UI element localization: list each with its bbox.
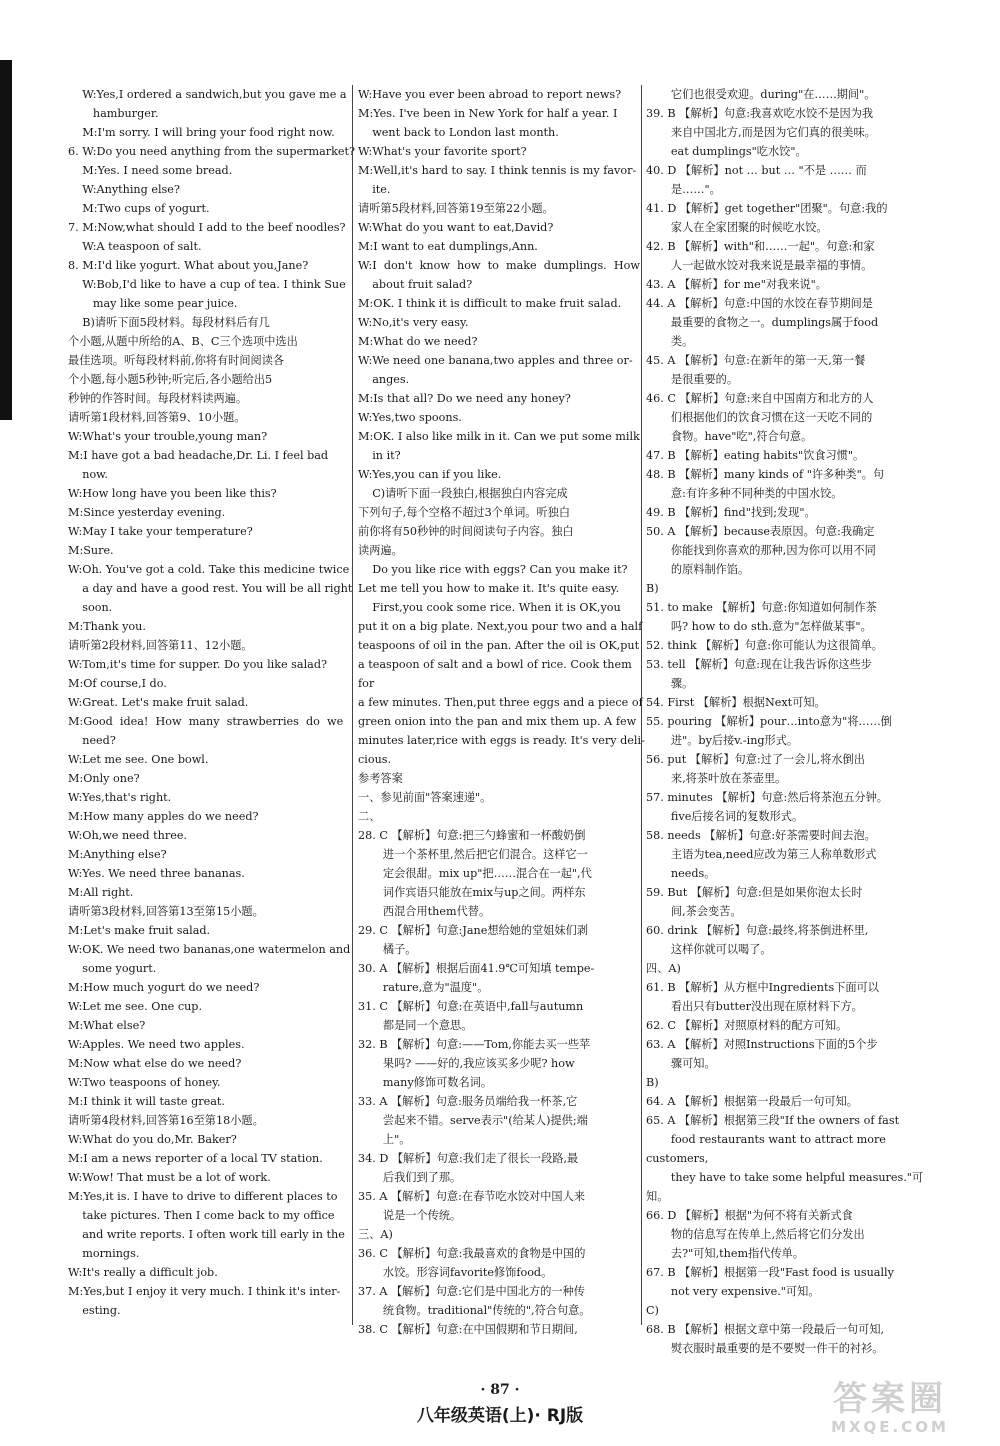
text-line: W:Tom,it's time for supper. Do you like salad? (68, 658, 328, 671)
text-line: 31. C 【解析】句意:在英语中,fall与autumn (358, 1000, 584, 1013)
text-line: 68. B 【解析】根据文章中第一段最后一句可知, (646, 1323, 885, 1336)
text-line: M:Yes,but I enjoy it very much. I think it's inter- (68, 1285, 341, 1298)
text-line: 是很重要的。 (646, 373, 739, 386)
text-line: M:I want to eat dumplings,Ann. (358, 240, 538, 253)
text-line: in it? (358, 449, 401, 462)
text-line: 类。 (646, 335, 694, 348)
text-line: 35. A 【解析】句意:在春节吃水饺对中国人来 (358, 1190, 585, 1203)
text-line: not very expensive."可知。 (646, 1285, 820, 1298)
text-line: soon. (68, 601, 113, 614)
text-line: W:Bob,I'd like to have a cup of tea. I think Sue (68, 278, 346, 291)
text-line: needs。 (646, 867, 716, 880)
text-column-left (68, 85, 358, 1320)
text-line: anges. (358, 373, 410, 386)
text-line: W:What's your favorite sport? (358, 145, 527, 158)
text-line: food restaurants want to attract more customers, (646, 1133, 890, 1165)
text-line: 7. M:Now,what should I add to the beef noodles? (68, 221, 346, 234)
text-line: W:What do you want to eat,David? (358, 221, 554, 234)
watermark-url: MXQE.COM (831, 1418, 949, 1436)
text-line: C)请听下面一段独白,根据独白内容完成 (358, 487, 568, 500)
text-line: ite. (358, 183, 391, 196)
text-line: 55. pouring 【解析】pour…into意为"将……倒 (646, 715, 892, 728)
text-line: W:Have you ever been abroad to report news? (358, 88, 622, 101)
text-line: 的原料制作馅。 (646, 563, 750, 576)
text-line: W:Let me see. One cup. (68, 1000, 203, 1013)
text-line: 54. First 【解析】根据Next可知。 (646, 696, 826, 709)
text-line: 物的信息写在传单上,然后将它们分发出 (646, 1228, 865, 1241)
text-line: teaspoons of oil in the pan. After the oil is OK,put (358, 639, 640, 652)
text-line: a day and have a good rest. You will be all right (68, 582, 353, 595)
text-line: 是……"。 (646, 183, 721, 196)
text-line: need? (68, 734, 116, 747)
text-line: 看出只有butter没出现在原材料下方。 (646, 1000, 863, 1013)
book-title: 八年级英语(上)· RJ版 (416, 1406, 584, 1426)
text-line: 36. C 【解析】句意:我最喜欢的食物是中国的 (358, 1247, 586, 1260)
text-line: M:I have got a bad headache,Dr. Li. I feel bad (68, 449, 329, 462)
text-line: W:Apples. We need two apples. (68, 1038, 245, 1051)
text-line: 6. W:Do you need anything from the supermarket? (68, 145, 356, 158)
text-line: W:Yes,I ordered a sandwich,but you gave me a (68, 88, 347, 101)
text-line: 67. B 【解析】根据第一段"Fast food is usually (646, 1266, 894, 1279)
text-line: W:I don't know how to make dumplings. How (358, 259, 640, 272)
text-line: 三、A) (358, 1228, 393, 1241)
text-line: M:Now what else do we need? (68, 1057, 242, 1070)
text-line: 秒钟的作答时间。每段材料读两遍。 (68, 392, 248, 405)
text-line: 39. B 【解析】句意:我喜欢吃水饺不是因为我 (646, 107, 874, 120)
text-column-middle (358, 85, 648, 1339)
text-line: 53. tell 【解析】句意:现在让我告诉你这些步 (646, 658, 872, 671)
text-line: 66. D 【解析】根据"为何不将有关新式食 (646, 1209, 853, 1222)
text-line: 57. minutes 【解析】句意:然后将茶泡五分钟。 (646, 791, 888, 804)
site-watermark (792, 1380, 988, 1440)
text-line: W:Yes,two spoons. (358, 411, 462, 424)
text-line: M:Yes. I need some bread. (68, 164, 233, 177)
text-line: 请听第5段材料,回答第19至第22小题。 (358, 202, 554, 215)
text-line: 前你将有50秒钟的时间阅读句子内容。独白 (358, 525, 574, 538)
text-line: 熨衣服时最重要的是不要熨一件干的衬衫。 (646, 1342, 884, 1355)
text-line: 28. C 【解析】句意:把三勺蜂蜜和一杯酸奶倒 (358, 829, 586, 842)
text-line: about fruit salad? (358, 278, 473, 291)
text-line: B)请听下面5段材料。每段材料后有几 (68, 316, 270, 329)
text-line: W:Yes,that's right. (68, 791, 172, 804)
text-line: 去?"可知,them指代传单。 (646, 1247, 805, 1260)
text-line: may like some pear juice. (68, 297, 238, 310)
text-line: 最重要的食物之一。dumplings属于food (646, 316, 879, 329)
text-line: 尝起来不错。serve表示"(给某人)提供;端 (358, 1114, 588, 1127)
text-line: 们根据他们的饮食习惯在这一天吃不同的 (646, 411, 873, 424)
text-line: M:OK. I also like milk in it. Can we put some milk (358, 430, 640, 443)
text-line: 你能找到你喜欢的那种,因为你可以用不同 (646, 544, 876, 557)
text-line: 62. C 【解析】对照原材料的配方可知。 (646, 1019, 848, 1032)
text-line: 请听第1段材料,回答第9、10小题。 (68, 411, 246, 424)
text-line: 定会很甜。mix up"把……混合在一起",代 (358, 867, 592, 880)
text-line: 43. A 【解析】for me"对我来说"。 (646, 278, 827, 291)
text-line: eat dumplings"吃水饺"。 (646, 145, 807, 158)
text-line: First,you cook some rice. When it is OK,you (358, 601, 621, 614)
text-line: 吗? how to do sth.意为"怎样做某事"。 (646, 620, 872, 633)
text-line: W:What do you do,Mr. Baker? (68, 1133, 237, 1146)
text-line: 参考答案 (358, 772, 403, 785)
text-line: put it on a big plate. Next,you pour two and a half (358, 620, 643, 633)
text-line: now. (68, 468, 108, 481)
text-line: 进"。by后接v.-ing形式。 (646, 734, 799, 747)
text-line: M:How much yogurt do we need? (68, 981, 260, 994)
text-line: M:Only one? (68, 772, 140, 785)
text-line: M:What do we need? (358, 335, 478, 348)
text-line: W:Two teaspoons of honey. (68, 1076, 221, 1089)
text-line: M:Since yesterday evening. (68, 506, 226, 519)
text-line: W:We need one banana,two apples and three or- (358, 354, 633, 367)
text-line: M:I am a news reporter of a local TV station. (68, 1152, 323, 1165)
text-line: M:Anything else? (68, 848, 167, 861)
text-line: 63. A 【解析】对照Instructions下面的5个步 (646, 1038, 878, 1051)
text-line: 它们也很受欢迎。during"在……期间"。 (646, 88, 876, 101)
text-line: 59. But 【解析】句意:但是如果你泡太长时 (646, 886, 863, 899)
text-line: 37. A 【解析】句意:它们是中国北方的一种传 (358, 1285, 585, 1298)
text-line: 61. B 【解析】从方框中Ingredients下面可以 (646, 981, 879, 994)
text-line: M:Let's make fruit salad. (68, 924, 211, 937)
text-line: M:All right. (68, 886, 134, 899)
text-line: 主语为tea,need应改为第三人称单数形式 (646, 848, 877, 861)
binding-edge-bar (0, 60, 12, 420)
text-line: 一、参见前面"答案速递"。 (358, 791, 492, 804)
text-line: Do you like rice with eggs? Can you make it? (358, 563, 628, 576)
text-line: 30. A 【解析】根据后面41.9℃可知填 tempe- (358, 962, 595, 975)
text-line: 50. A 【解析】because表原因。句意:我确定 (646, 525, 875, 538)
text-line: W:It's really a difficult job. (68, 1266, 218, 1279)
text-line: rature,意为"温度"。 (358, 981, 489, 994)
text-line: 骤可知。 (646, 1057, 716, 1070)
text-line: 家人在全家团聚的时候吃水饺。 (646, 221, 828, 234)
text-line: W:How long have you been like this? (68, 487, 277, 500)
text-line: M:Thank you. (68, 620, 146, 633)
column-divider (641, 85, 642, 1325)
column-divider (352, 85, 353, 1325)
text-line: 橘子。 (358, 943, 417, 956)
text-line: 29. C 【解析】句意:Jane想给她的堂姐妹们剥 (358, 924, 589, 937)
text-line: 32. B 【解析】句意:——Tom,你能去买一些苹 (358, 1038, 591, 1051)
text-line: W:May I take your temperature? (68, 525, 253, 538)
text-line: minutes later,rice with eggs is ready. It's very deli- (358, 734, 645, 747)
text-line: 60. drink 【解析】句意:最终,将茶倒进杯里, (646, 924, 869, 937)
text-line: W:What's your trouble,young man? (68, 430, 268, 443)
text-line: 骤。 (646, 677, 694, 690)
text-line: C) (646, 1304, 659, 1317)
text-line: M:Well,it's hard to say. I think tennis is my favor- (358, 164, 637, 177)
text-line: M:I'm sorry. I will bring your food right now. (68, 126, 335, 139)
text-line: 52. think 【解析】句意:你可能认为这很简单。 (646, 639, 883, 652)
text-line: 8. M:I'd like yogurt. What about you,Jane? (68, 259, 309, 272)
text-column-right (646, 85, 936, 1358)
text-line: and write reports. I often work till early in the (68, 1228, 345, 1241)
text-line: M:How many apples do we need? (68, 810, 259, 823)
text-line: went back to London last month. (358, 126, 559, 139)
text-line: W:OK. We need two bananas,one watermelon and (68, 943, 351, 956)
text-line: some yogurt. (68, 962, 157, 975)
text-line: 人一起做水饺对我来说是最幸福的事情。 (646, 259, 873, 272)
text-line: M:OK. I think it is difficult to make fruit salad. (358, 297, 622, 310)
text-line: 上"。 (358, 1133, 411, 1146)
text-line: M:I think it will taste great. (68, 1095, 225, 1108)
text-line: M:Yes,it is. I have to drive to different places to (68, 1190, 338, 1203)
text-line: 34. D 【解析】句意:我们走了很长一段路,最 (358, 1152, 579, 1165)
text-line: M:Is that all? Do we need any honey? (358, 392, 571, 405)
text-line: W:Oh. You've got a cold. Take this medicine twice (68, 563, 350, 576)
text-line: 46. C 【解析】句意:来自中国南方和北方的人 (646, 392, 874, 405)
text-line: mornings. (68, 1247, 140, 1260)
text-line: many修饰可数名词。 (358, 1076, 493, 1089)
text-line: 来自中国北方,而是因为它们真的很美味。 (646, 126, 876, 139)
text-line: M:Of course,I do. (68, 677, 167, 690)
text-line: 47. B 【解析】eating habits"饮食习惯"。 (646, 449, 865, 462)
text-line: 这样你就可以喝了。 (646, 943, 772, 956)
text-line: 45. A 【解析】句意:在新年的第一天,第一餐 (646, 354, 866, 367)
text-line: 49. B 【解析】find"找到;发现"。 (646, 506, 816, 519)
text-line: M:Yes. I've been in New York for half a year. I (358, 107, 618, 120)
text-line: B) (646, 1076, 659, 1089)
text-line: W:A teaspoon of salt. (68, 240, 202, 253)
text-line: Let me tell you how to make it. It's quite easy. (358, 582, 620, 595)
text-line: five后接名词的复数形式。 (646, 810, 804, 823)
text-line: M:Good idea! How many strawberries do we (68, 715, 344, 728)
text-line: 水饺。形容词favorite修饰food。 (358, 1266, 553, 1279)
text-line: 个小题,从题中所给的A、B、C三个选项中选出 (68, 335, 298, 348)
text-line: B) (646, 582, 659, 595)
text-line: 西混合用them代替。 (358, 905, 491, 918)
text-line: 词作宾语只能放在mix与up之间。两样东 (358, 886, 586, 899)
text-line: W:Yes,you can if you like. (358, 468, 502, 481)
text-line: 请听第2段材料,回答第11、12小题。 (68, 639, 253, 652)
text-line: W:Oh,we need three. (68, 829, 187, 842)
text-line: 40. D 【解析】not … but … "不是 …… 而 (646, 164, 867, 177)
text-line: 读两遍。 (358, 544, 403, 557)
text-line: 65. A 【解析】根据第三段"If the owners of fast (646, 1114, 900, 1127)
text-line: 33. A 【解析】句意:服务员端给我一杯茶,它 (358, 1095, 578, 1108)
text-line: 下列句子,每个空格不超过3个单词。听独白 (358, 506, 571, 519)
text-line: 都是同一个意思。 (358, 1019, 473, 1032)
text-line: W:Wow! That must be a lot of work. (68, 1171, 271, 1184)
text-line: M:Sure. (68, 544, 114, 557)
text-line: M:Two cups of yogurt. (68, 202, 210, 215)
text-line: 请听第3段材料,回答第13至第15小题。 (68, 905, 264, 918)
text-line: a few minutes. Then,put three eggs and a piece of (358, 696, 643, 709)
text-line: 果吗? ——好的,我应该买多少呢? how (358, 1057, 575, 1070)
text-line: 意:有许多种不同种类的中国水饺。 (646, 487, 843, 500)
watermark-logo-text: 答案圈 (833, 1379, 947, 1419)
text-line: a teaspoon of salt and a bowl of rice. Cook them for (358, 658, 636, 690)
text-line: 48. B 【解析】many kinds of "许多种类"。句 (646, 468, 885, 481)
text-line: W:Anything else? (68, 183, 180, 196)
text-line: W:Great. Let's make fruit salad. (68, 696, 249, 709)
text-line: 二、 (358, 810, 381, 823)
text-line: 56. put 【解析】句意:过了一会儿,将水倒出 (646, 753, 865, 766)
text-line: 最佳选项。听每段材料前,你将有时间阅读各 (68, 354, 285, 367)
text-line: 41. D 【解析】get together"团聚"。句意:我的 (646, 202, 888, 215)
text-line: cious. (358, 753, 392, 766)
text-line: 51. to make 【解析】句意:你知道如何制作茶 (646, 601, 877, 614)
text-line: 说是一个传统。 (358, 1209, 462, 1222)
text-line: 请听第4段材料,回答第16至第18小题。 (68, 1114, 264, 1127)
text-line: W:Let me see. One bowl. (68, 753, 209, 766)
text-line: W:Yes. We need three bananas. (68, 867, 245, 880)
text-line: 来,将茶叶放在茶壶里。 (646, 772, 787, 785)
text-line: 间,茶会变苦。 (646, 905, 742, 918)
text-line: 统食物。traditional"传统的",符合句意。 (358, 1304, 591, 1317)
text-line: 四、A) (646, 962, 681, 975)
text-line: W:No,it's very easy. (358, 316, 469, 329)
text-line: 食物。have"吃",符合句意。 (646, 430, 813, 443)
text-line: they have to take some helpful measures."可知。 (646, 1171, 924, 1203)
text-line: green onion into the pan and mix them up. A few (358, 715, 637, 728)
text-line: 42. B 【解析】with"和……一起"。句意:和家 (646, 240, 875, 253)
text-line: 38. C 【解析】句意:在中国假期和节日期间, (358, 1323, 578, 1336)
text-line: M:What else? (68, 1019, 146, 1032)
text-line: take pictures. Then I come back to my office (68, 1209, 335, 1222)
text-line: 后我们到了那。 (358, 1171, 462, 1184)
text-line: hamburger. (68, 107, 159, 120)
text-line: 个小题,每小题5秒钟;听完后,各小题给出5 (68, 373, 273, 386)
text-line: 进一个茶杯里,然后把它们混合。这样它一 (358, 848, 588, 861)
text-line: 44. A 【解析】句意:中国的水饺在春节期间是 (646, 297, 873, 310)
page-number: · 87 · (480, 1382, 520, 1398)
text-line: 64. A 【解析】根据第一段最后一句可知。 (646, 1095, 858, 1108)
text-line: esting. (68, 1304, 121, 1317)
text-line: 58. needs 【解析】句意:好茶需要时间去泡。 (646, 829, 876, 842)
